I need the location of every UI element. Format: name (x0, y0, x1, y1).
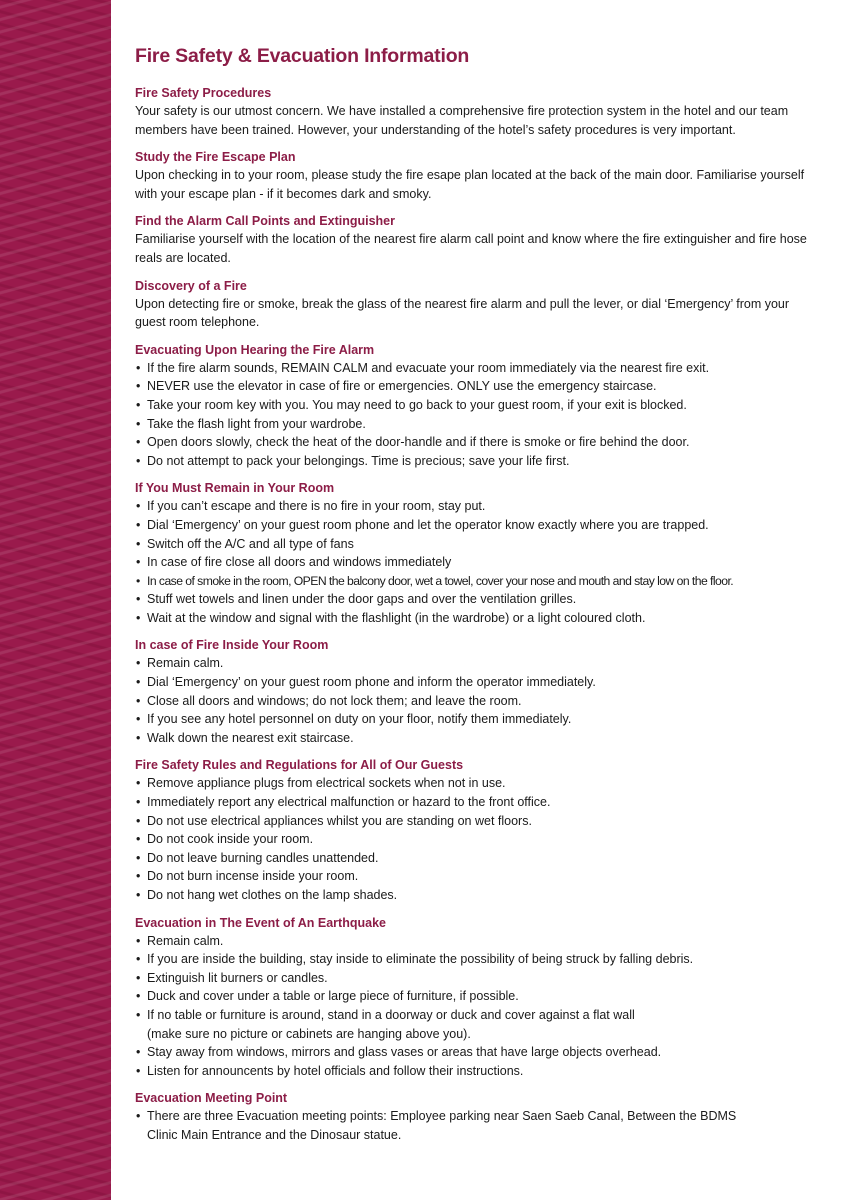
section-heading: Discovery of a Fire (135, 278, 247, 293)
list-item: • If no table or furniture is around, stand in a doorway or duck and cover against a flat wall (135, 1006, 815, 1025)
list-item: • Dial ‘Emergency’ on your guest room phone and let the operator know exactly where you are trapped. (135, 516, 815, 535)
list-item: • Switch off the A/C and all type of fans (135, 535, 815, 554)
section-heading: Find the Alarm Call Points and Extinguisher (135, 214, 395, 229)
section-heading: Study the Fire Escape Plan (135, 150, 296, 165)
list-item: • Remain calm. (135, 932, 815, 951)
section-meeting-point (135, 1089, 815, 1144)
list-item: • Do not use electrical appliances whilst you are standing on wet floors. (135, 812, 815, 831)
section-text: Upon detecting fire or smoke, break the glass of the nearest fire alarm and pull the lever, or dial ‘Emergency’ from your guest room telephone. (135, 296, 790, 330)
bullet-list (135, 932, 815, 1081)
list-item: • Remain calm. (135, 654, 815, 673)
list-item: • NEVER use the elevator in case of fire or emergencies. ONLY use the emergency staircase. (135, 377, 815, 396)
section-earthquake (135, 914, 815, 1081)
list-item: • Extinguish lit burners or candles. (135, 969, 815, 988)
list-item-continuation: (make sure no picture or cabinets are hanging above you). (147, 1026, 471, 1041)
list-item: • In case of smoke in the room, OPEN the balcony door, wet a towel, cover your nose and mouth and stay low on the floor. (135, 572, 815, 591)
section-text: Your safety is our utmost concern. We have installed a comprehensive fire protection system in the hotel and our team members have been trained. However, your understanding of the hotel’s safety procedures is very important. (135, 104, 789, 137)
list-item: • Do not cook inside your room. (135, 830, 815, 849)
list-item: • If you can’t escape and there is no fire in your room, stay put. (135, 497, 815, 516)
list-item: • There are three Evacuation meeting points: Employee parking near Saen Saeb Canal, Between the BDMS (135, 1107, 815, 1126)
list-item: • If you see any hotel personnel on duty on your floor, notify them immediately. (135, 710, 815, 729)
section-remain-in-room (135, 479, 815, 627)
section-heading: Fire Safety Rules and Regulations for All of Our Guests (135, 758, 464, 773)
section-heading: Fire Safety Procedures (135, 86, 272, 100)
section-alarm-call-points (135, 212, 815, 267)
section-heading: In case of Fire Inside Your Room (135, 638, 329, 653)
section-evacuating-on-alarm (135, 341, 815, 471)
list-item: • Take the flash light from your wardrobe. (135, 415, 815, 434)
list-item: • Dial ‘Emergency’ on your guest room phone and inform the operator immediately. (135, 673, 815, 692)
bullet-list (135, 1107, 815, 1144)
page-title: Fire Safety & Evacuation Information (135, 45, 470, 67)
list-item: • Stuff wet towels and linen under the door gaps and over the ventilation grilles. (135, 590, 815, 609)
list-item: • Do not burn incense inside your room. (135, 867, 815, 886)
list-item: • Do not attempt to pack your belongings. Time is precious; save your life first. (135, 452, 815, 471)
list-item: • Do not hang wet clothes on the lamp shades. (135, 886, 815, 905)
section-heading: Evacuation in The Event of An Earthquake (135, 915, 386, 930)
list-item-continuation: Clinic Main Entrance and the Dinosaur statue. (147, 1127, 402, 1142)
section-heading: If You Must Remain in Your Room (135, 481, 335, 496)
section-fire-safety-procedures (135, 84, 815, 139)
section-heading: Evacuation Meeting Point (135, 1091, 288, 1106)
bullet-list (135, 497, 815, 627)
bullet-list (135, 774, 815, 904)
section-text: Familiarise yourself with the location of the nearest fire alarm call point and know where the fire extinguisher and fire hose reals are located. (135, 232, 807, 265)
section-discovery-of-fire (135, 277, 815, 332)
bullet-list (135, 359, 815, 471)
list-item: • Open doors slowly, check the heat of the door-handle and if there is smoke or fire behind the door. (135, 433, 815, 452)
list-item: • If you are inside the building, stay inside to eliminate the possibility of being struck by falling debris. (135, 950, 815, 969)
list-item: • Walk down the nearest exit staircase. (135, 729, 815, 748)
list-item: • Wait at the window and signal with the flashlight (in the wardrobe) or a light coloured cloth. (135, 609, 815, 628)
section-text: Upon checking in to your room, please study the fire esape plan located at the back of the main door. Familiarise yourself with your escape plan - if it becomes dark and smoky. (135, 168, 805, 201)
section-safety-rules (135, 756, 815, 904)
document-body (135, 45, 815, 1154)
list-item: • In case of fire close all doors and windows immediately (135, 553, 815, 572)
list-item: • Immediately report any electrical malfunction or hazard to the front office. (135, 793, 815, 812)
list-item: • If the fire alarm sounds, REMAIN CALM and evacuate your room immediately via the nearest fire exit. (135, 359, 815, 378)
section-fire-inside-room (135, 636, 815, 747)
section-study-escape-plan (135, 148, 815, 203)
section-heading: Evacuating Upon Hearing the Fire Alarm (135, 342, 375, 357)
list-item: • Do not leave burning candles unattended. (135, 849, 815, 868)
list-item: • Remove appliance plugs from electrical sockets when not in use. (135, 774, 815, 793)
list-item: • Duck and cover under a table or large piece of furniture, if possible. (135, 987, 815, 1006)
list-item: • Close all doors and windows; do not lock them; and leave the room. (135, 692, 815, 711)
list-item: • Listen for announcents by hotel officials and follow their instructions. (135, 1062, 815, 1081)
bullet-list (135, 654, 815, 747)
list-item: • Take your room key with you. You may need to go back to your guest room, if your exit is blocked. (135, 396, 815, 415)
list-item: • Stay away from windows, mirrors and glass vases or areas that have large objects overhead. (135, 1043, 815, 1062)
decorative-side-band (0, 0, 111, 1200)
